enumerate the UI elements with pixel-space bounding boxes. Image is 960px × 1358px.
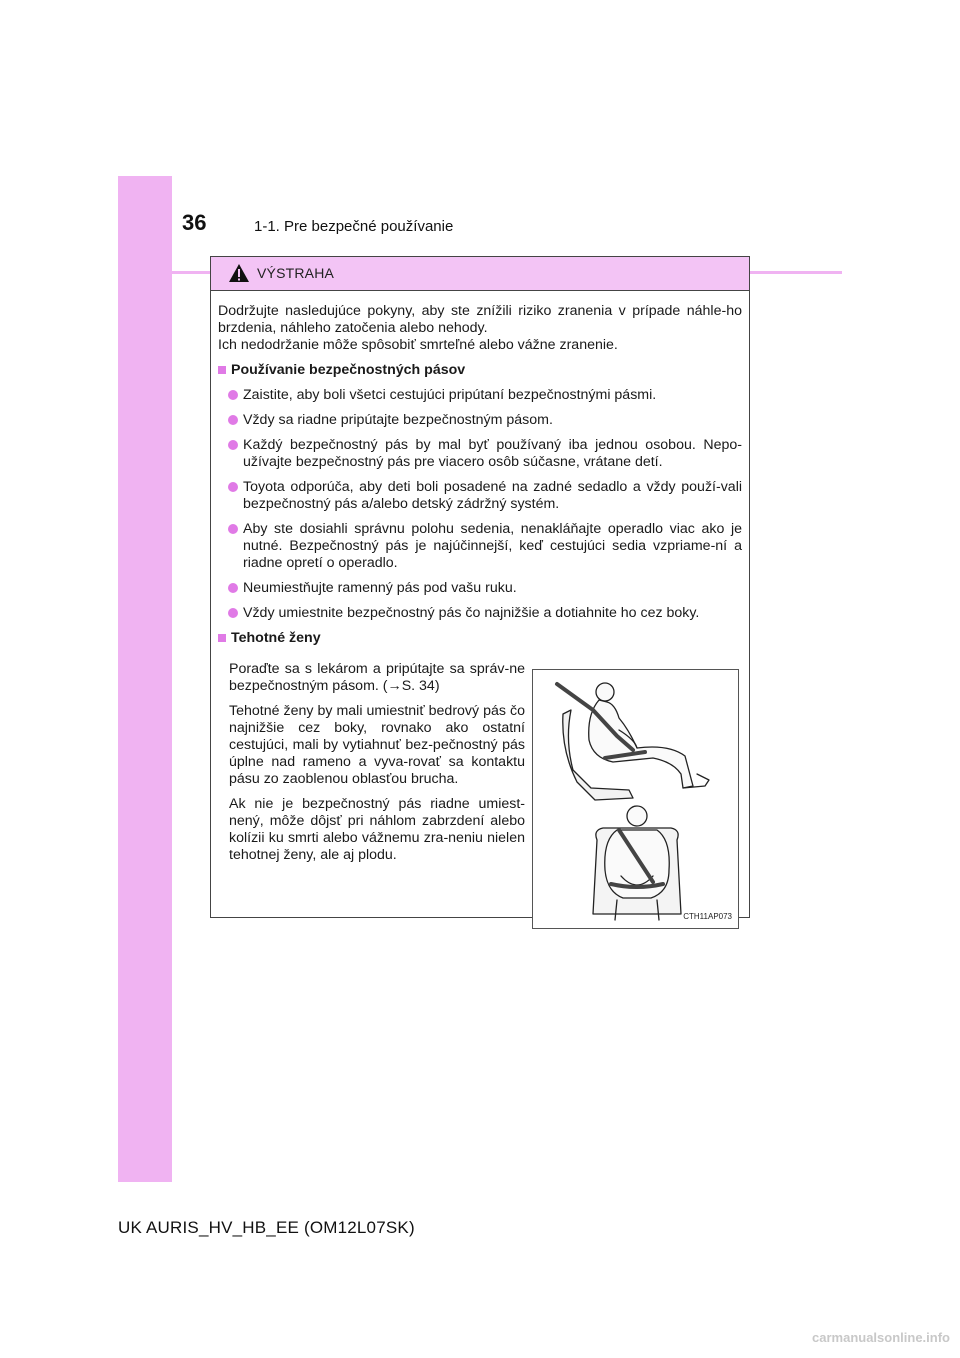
pregnant-paragraph: Tehotné ženy by mali umiestniť bedrový pás čo najnižšie cez boky, rovnako ako ostatní cestujúci, mali by vytiahnuť bez-pečnostný pás úplne nad rameno a vyva-rovať sa kontaktu pásu zo zaoblenou oblasťou brucha. [229,703,525,787]
side-color-band [118,176,172,1182]
bullet-dot-icon [228,608,238,618]
section-title-pregnant: Tehotné ženy [231,630,321,646]
bullet-dot-icon [228,524,238,534]
pregnant-section [218,649,742,939]
square-bullet-icon [218,634,226,642]
section-heading-seatbelts [218,362,742,379]
section-heading-pregnant [218,630,742,647]
watermark: carmanualsonline.info [812,1330,950,1345]
list-item-text: Vždy umiestnite bezpečnostný pás čo najnižšie a dotiahnite ho cez boky. [243,605,700,621]
warning-header [211,257,749,291]
list-item-text: Každý bezpečnostný pás by mal byť používaný iba jednou osobou. Nepo-užívajte bezpečnostný pás pre viacero osôb súčasne, vrátane detí. [243,437,742,470]
warning-body [211,291,749,939]
warning-intro [218,303,742,354]
intro-line-2: Ich nedodržanie môže spôsobiť smrteľné alebo vážne zranenie. [218,337,618,353]
list-item-text: Aby ste dosiahli správnu polohu sedenia, nenakláňajte operadlo viac ako je nutné. Bezpečnostný pás je najúčinnejší, keď cestujúci sedia vzpriame-ní a riadne opretí o operadlo. [243,521,742,571]
list-item [218,580,742,597]
list-item [218,521,742,572]
list-item [218,412,742,429]
bullet-dot-icon [228,390,238,400]
list-item-text: Vždy sa riadne pripútajte bezpečnostným pásom. [243,412,553,428]
list-item-text: Neumiestňujte ramenný pás pod vašu ruku. [243,580,517,596]
pregnant-text [229,661,525,872]
warning-label: VÝSTRAHA [257,265,335,281]
section-title-seatbelts: Používanie bezpečnostných pásov [231,362,466,378]
warning-triangle-icon [228,263,250,283]
pregnant-paragraph: Ak nie je bezpečnostný pás riadne umiest-nený, môže dôjsť pri náhlom zabrzdení alebo kolízii ku smrti alebo vážnemu zra-neniu nielen tehotnej ženy, ale aj plodu. [229,796,525,863]
pregnant-seatbelt-illustration [532,669,739,929]
footer-model-code: UK AURIS_HV_HB_EE (OM12L07SK) [118,1218,415,1237]
square-bullet-icon [218,366,226,374]
illustration-code: CTH11AP073 [683,912,732,921]
bullet-dot-icon [228,482,238,492]
list-item-text: Toyota odporúča, aby deti boli posadené na zadné sedadlo a vždy použí-vali bezpečnostný pás a/alebo detský zádržný systém. [243,479,742,512]
bullet-dot-icon [228,440,238,450]
seatbelt-figure-icon [533,670,738,928]
list-item-text: Zaistite, aby boli všetci cestujúci pripútaní bezpečnostnými pásmi. [243,387,657,403]
pregnant-paragraph: Poraďte sa s lekárom a pripútajte sa správ-ne bezpečnostným pásom. (→S. 34) [229,661,525,694]
section-title: 1-1. Pre bezpečné používanie [254,218,454,235]
page-number: 36 [182,210,207,235]
bullet-dot-icon [228,415,238,425]
list-item [218,437,742,471]
list-item [218,387,742,404]
intro-line-1: Dodržujte nasledujúce pokyny, aby ste znížili riziko zranenia v prípade náhle-ho brzdenia, náhleho zatočenia alebo nehody. [218,303,742,336]
list-item [218,479,742,513]
list-item [218,605,742,622]
bullet-dot-icon [228,583,238,593]
warning-box [210,256,750,921]
